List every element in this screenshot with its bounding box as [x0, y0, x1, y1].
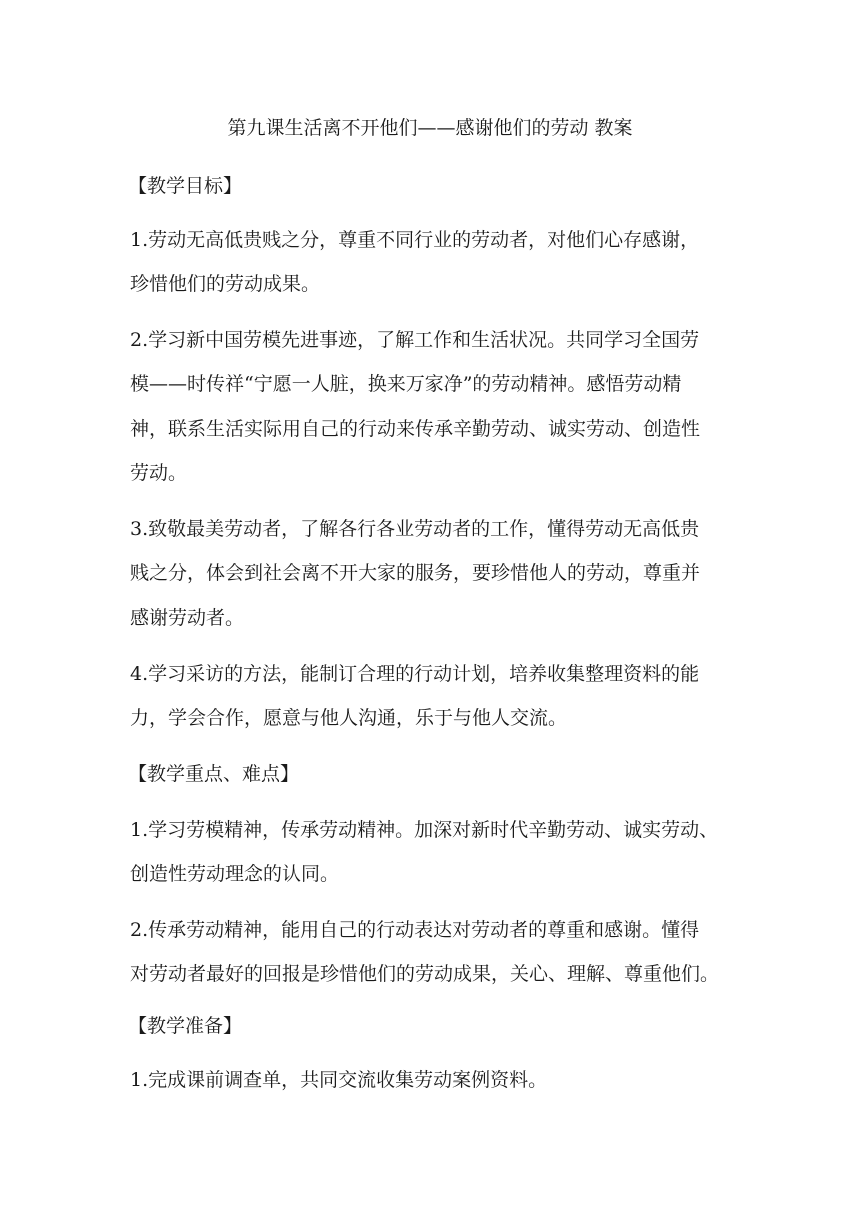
- preparation-item-1: 1.完成课前调查单，共同交流收集劳动案例资料。: [130, 1069, 548, 1091]
- paragraph-line: 劳动。: [130, 462, 188, 484]
- paragraph-line: 贱之分，体会到社会离不开大家的服务，要珍惜他人的劳动，尊重并: [130, 562, 701, 584]
- paragraph-line: 对劳动者最好的回报是珍惜他们的劳动成果，关心、理解、尊重他们。: [130, 963, 720, 985]
- section-heading-objectives: 【教学目标】: [128, 175, 243, 197]
- paragraph-line: 1.学习劳模精神，传承劳动精神。加深对新时代辛勤劳动、诚实劳动、: [130, 819, 719, 841]
- section-heading-preparation: 【教学准备】: [128, 1015, 243, 1037]
- paragraph-line: 神，联系生活实际用自己的行动来传承辛勤劳动、诚实劳动、创造性: [130, 418, 701, 440]
- paragraph-line: 力，学会合作，愿意与他人沟通，乐于与他人交流。: [130, 707, 568, 729]
- paragraph-line: 模——时传祥“宁愿一人脏，换来万家净”的劳动精神。感悟劳动精: [130, 373, 682, 395]
- document-title: 第九课生活离不开他们——感谢他们的劳动 教案: [227, 117, 633, 139]
- section-heading-key-points: 【教学重点、难点】: [128, 763, 300, 785]
- paragraph-line: 感谢劳动者。: [130, 607, 245, 629]
- paragraph-line: 3.致敬最美劳动者，了解各行各业劳动者的工作，懂得劳动无高低贵: [130, 518, 700, 540]
- paragraph-line: 2.传承劳动精神，能用自己的行动表达对劳动者的尊重和感谢。懂得: [130, 919, 700, 941]
- paragraph-line: 创造性劳动理念的认同。: [130, 863, 340, 885]
- paragraph-line: 1.劳动无高低贵贱之分，尊重不同行业的劳动者，对他们心存感谢，: [130, 229, 700, 251]
- paragraph-line: 珍惜他们的劳动成果。: [130, 273, 321, 295]
- paragraph-line: 4.学习采访的方法，能制订合理的行动计划，培养收集整理资料的能: [130, 663, 700, 685]
- paragraph-line: 2.学习新中国劳模先进事迹，了解工作和生活状况。共同学习全国劳: [130, 329, 700, 351]
